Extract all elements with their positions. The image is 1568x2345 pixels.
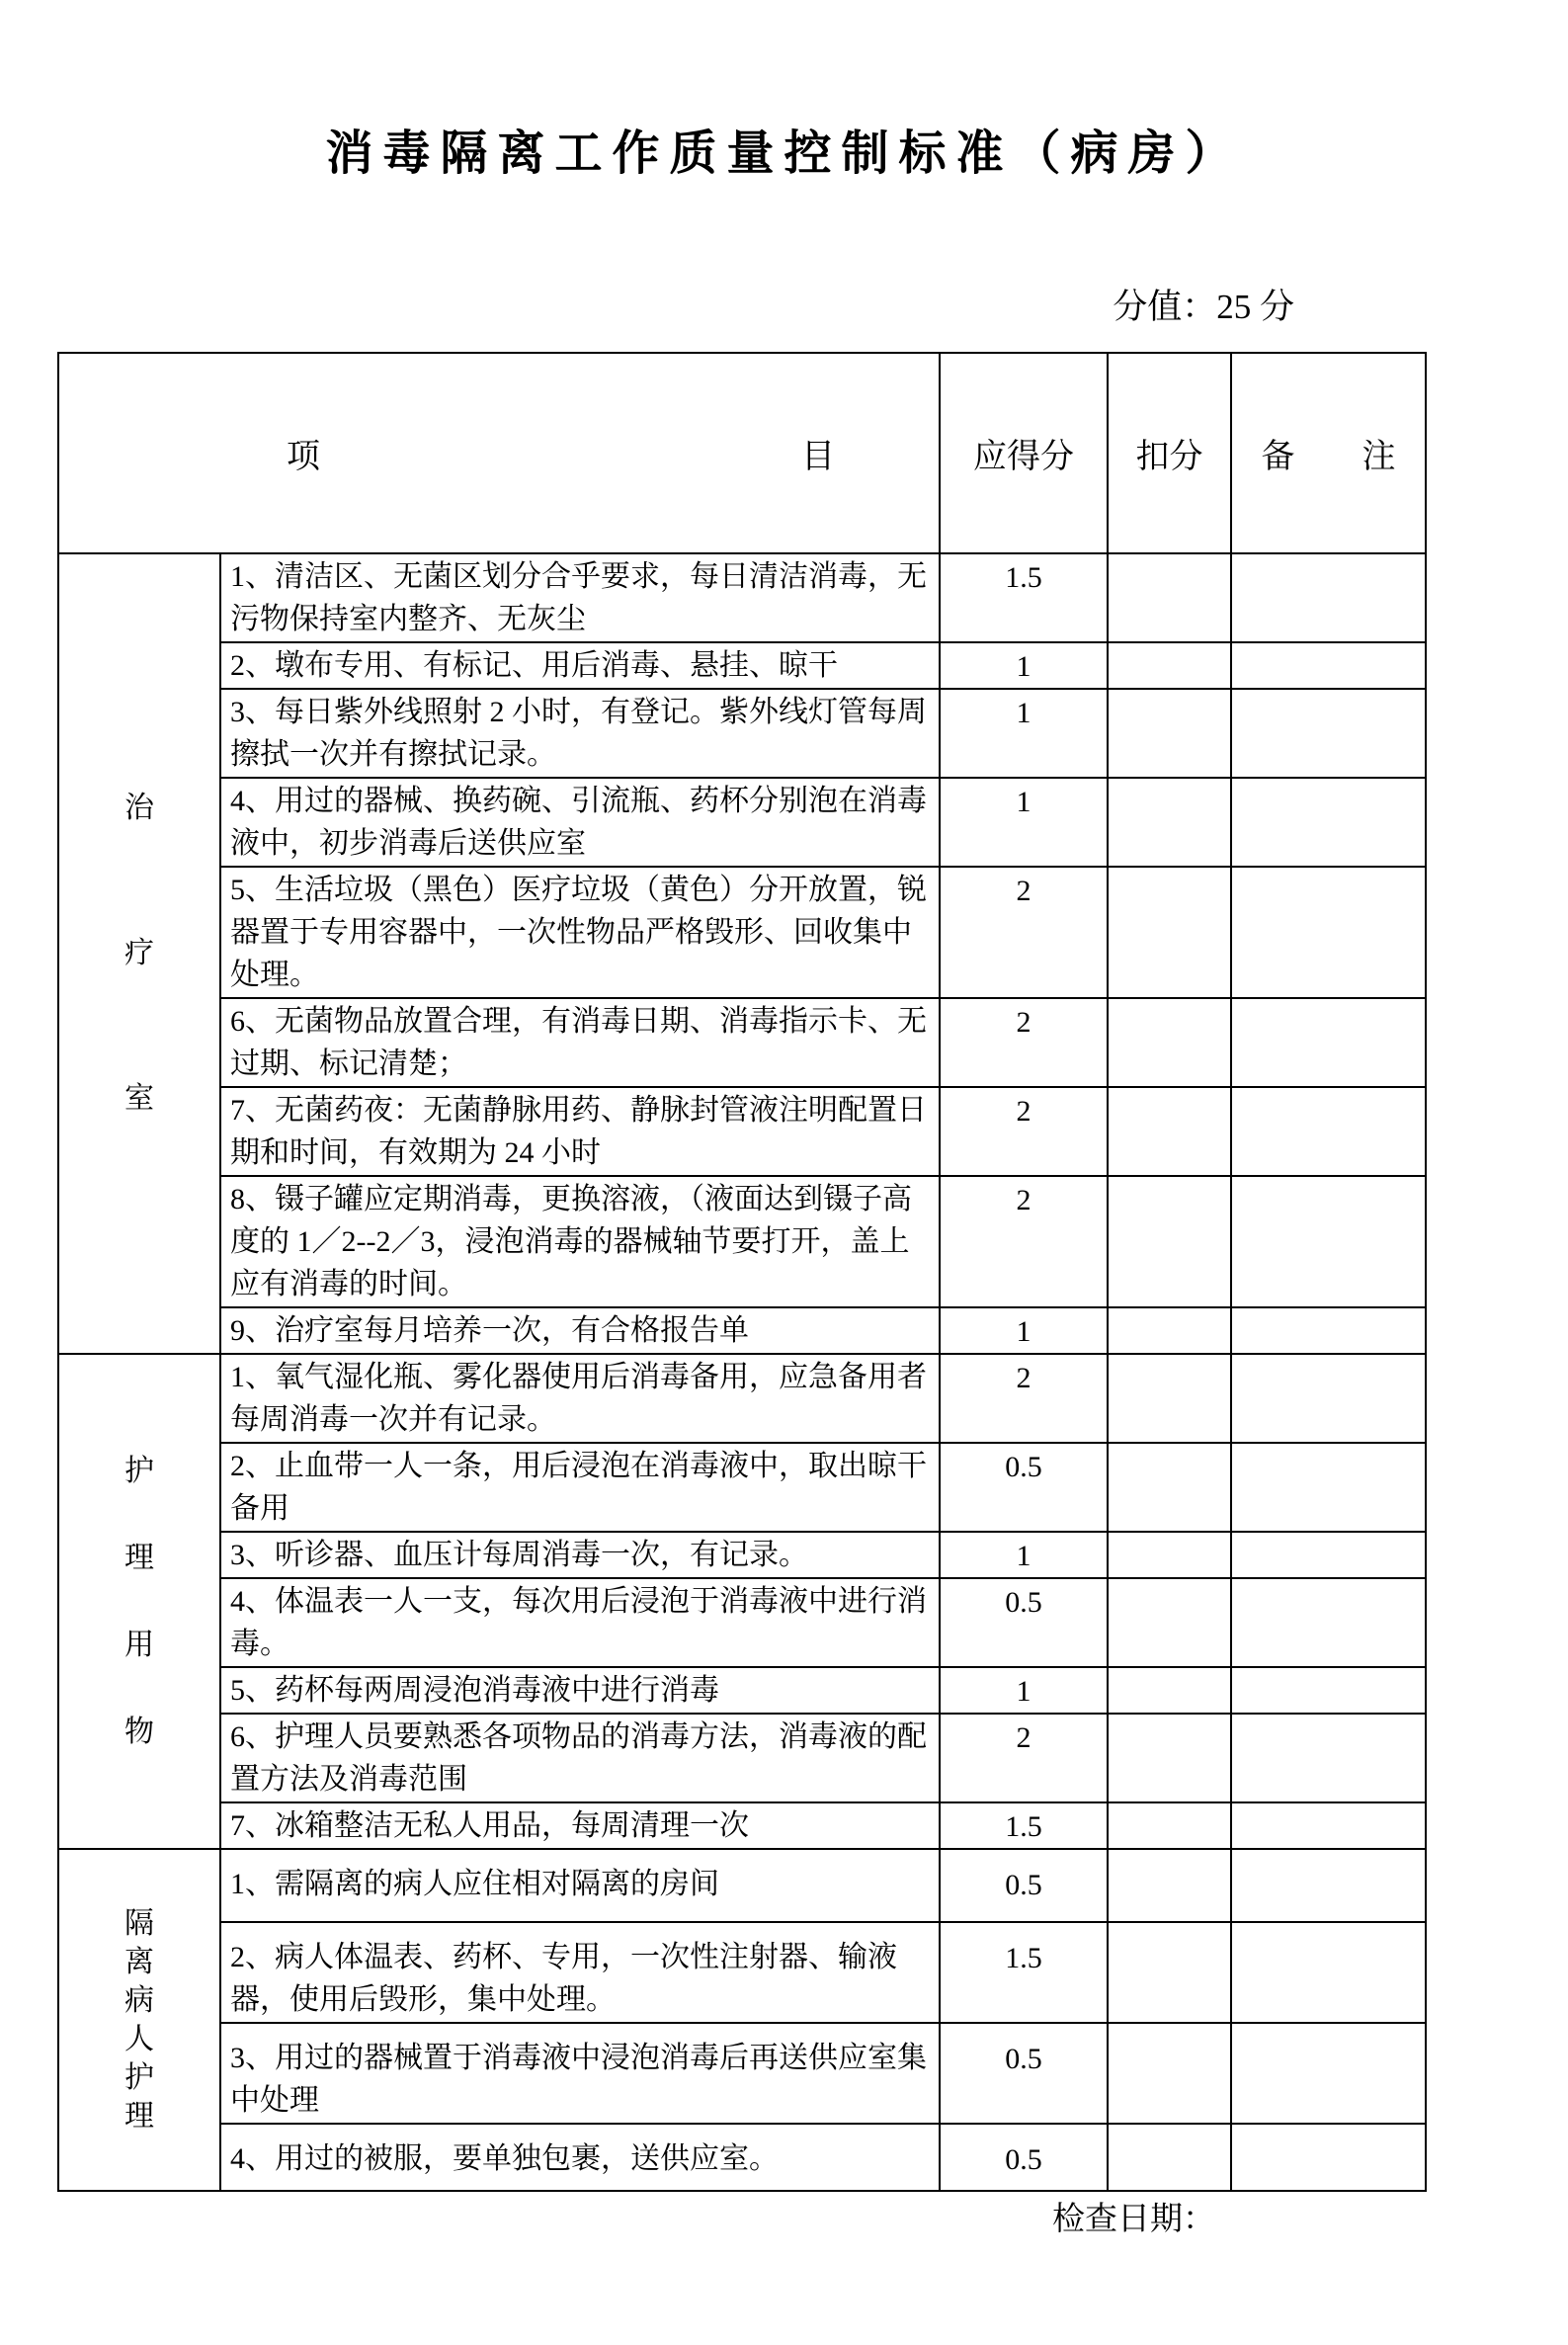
remark-cell xyxy=(1231,1922,1426,2023)
expected-score-cell: 1 xyxy=(940,778,1108,867)
remark-cell xyxy=(1231,1802,1426,1849)
remark-cell xyxy=(1231,1578,1426,1667)
item-text-cell: 8、镊子罐应定期消毒，更换溶液，（液面达到镊子高度的 1／2--2／3，浸泡消毒的器械轴节要打开，盖上应有消毒的时间。 xyxy=(220,1176,940,1307)
item-row xyxy=(58,1667,1426,1714)
item-row xyxy=(58,1176,1426,1307)
category-label: 隔 离 病 人 护 理 xyxy=(124,1906,154,2133)
item-text-cell: 6、无菌物品放置合理，有消毒日期、消毒指示卡、无过期、标记清楚； xyxy=(220,998,940,1087)
expected-score-cell: 0.5 xyxy=(940,1578,1108,1667)
deduction-cell xyxy=(1108,1176,1231,1307)
item-text-cell: 4、体温表一人一支，每次用后浸泡于消毒液中进行消毒。 xyxy=(220,1578,940,1667)
expected-score-cell: 1.5 xyxy=(940,1802,1108,1849)
expected-score-cell: 1 xyxy=(940,1532,1108,1578)
expected-score-cell: 1.5 xyxy=(940,1922,1108,2023)
item-row xyxy=(58,1578,1426,1667)
expected-score-cell: 0.5 xyxy=(940,1849,1108,1922)
remark-cell xyxy=(1231,1849,1426,1922)
item-text-cell: 3、每日紫外线照射 2 小时，有登记。紫外线灯管每周擦拭一次并有擦拭记录。 xyxy=(220,689,940,778)
expected-score-cell: 0.5 xyxy=(940,2023,1108,2124)
deduction-cell xyxy=(1108,1087,1231,1176)
item-row xyxy=(58,1307,1426,1354)
expected-score-cell: 2 xyxy=(940,1176,1108,1307)
col-header-item xyxy=(58,353,940,553)
category-label: 治 疗 室 xyxy=(124,792,154,1116)
deduction-cell xyxy=(1108,2124,1231,2191)
remark-cell xyxy=(1231,1307,1426,1354)
standards-table xyxy=(57,352,1427,2192)
remark-cell xyxy=(1231,867,1426,998)
category-cell xyxy=(58,553,220,1354)
item-text-cell: 2、病人体温表、药杯、专用，一次性注射器、输液器，使用后毁形，集中处理。 xyxy=(220,1922,940,2023)
item-row xyxy=(58,642,1426,689)
item-text-cell: 4、用过的被服，要单独包裹，送供应室。 xyxy=(220,2124,940,2191)
item-row xyxy=(58,1443,1426,1532)
item-row xyxy=(58,689,1426,778)
category-cell xyxy=(58,1354,220,1849)
remark-cell xyxy=(1231,2023,1426,2124)
col-header-item-right: 目 xyxy=(801,439,835,476)
item-row xyxy=(58,1922,1426,2023)
col-header-remark: 备 注 xyxy=(1231,353,1426,553)
deduction-cell xyxy=(1108,1354,1231,1443)
deduction-cell xyxy=(1108,642,1231,689)
item-text-cell: 1、氧气湿化瓶、雾化器使用后消毒备用，应急备用者每周消毒一次并有记录。 xyxy=(220,1354,940,1443)
deduction-cell xyxy=(1108,689,1231,778)
deduction-cell xyxy=(1108,1443,1231,1532)
item-text-cell: 4、用过的器械、换药碗、引流瓶、药杯分别泡在消毒液中，初步消毒后送供应室 xyxy=(220,778,940,867)
item-text-cell: 2、止血带一人一条，用后浸泡在消毒液中，取出晾干备用 xyxy=(220,1443,940,1532)
deduction-cell xyxy=(1108,867,1231,998)
item-row xyxy=(58,778,1426,867)
category-label: 护 理 用 物 xyxy=(124,1454,154,1748)
remark-cell xyxy=(1231,689,1426,778)
expected-score-cell: 1 xyxy=(940,642,1108,689)
expected-score-cell: 0.5 xyxy=(940,1443,1108,1532)
remark-cell xyxy=(1231,1532,1426,1578)
item-row xyxy=(58,1849,1426,1922)
expected-score-cell: 2 xyxy=(940,998,1108,1087)
item-text-cell: 3、用过的器械置于消毒液中浸泡消毒后再送供应室集中处理 xyxy=(220,2023,940,2124)
deduction-cell xyxy=(1108,1922,1231,2023)
item-row xyxy=(58,867,1426,998)
expected-score-cell: 2 xyxy=(940,867,1108,998)
inspection-date-label: 检查日期： xyxy=(1052,2202,1215,2238)
item-row xyxy=(58,1802,1426,1849)
expected-score-cell: 1 xyxy=(940,1307,1108,1354)
col-header-deduction: 扣分 xyxy=(1108,353,1231,553)
expected-score-cell: 1 xyxy=(940,1667,1108,1714)
remark-cell xyxy=(1231,778,1426,867)
remark-cell xyxy=(1231,1176,1426,1307)
deduction-cell xyxy=(1108,1802,1231,1849)
item-row xyxy=(58,998,1426,1087)
remark-cell xyxy=(1231,1443,1426,1532)
item-text-cell: 1、需隔离的病人应住相对隔离的房间 xyxy=(220,1849,940,1922)
item-text-cell: 9、治疗室每月培养一次，有合格报告单 xyxy=(220,1307,940,1354)
item-row xyxy=(58,2124,1426,2191)
deduction-cell xyxy=(1108,553,1231,642)
deduction-cell xyxy=(1108,1307,1231,1354)
item-text-cell: 6、护理人员要熟悉各项物品的消毒方法，消毒液的配置方法及消毒范围 xyxy=(220,1714,940,1802)
remark-cell xyxy=(1231,2124,1426,2191)
remark-cell xyxy=(1231,1087,1426,1176)
item-text-cell: 1、清洁区、无菌区划分合乎要求，每日清洁消毒，无污物保持室内整齐、无灰尘 xyxy=(220,553,940,642)
item-text-cell: 7、冰箱整洁无私人用品，每周清理一次 xyxy=(220,1802,940,1849)
document-page xyxy=(0,126,1568,2345)
deduction-cell xyxy=(1108,1578,1231,1667)
deduction-cell xyxy=(1108,1714,1231,1802)
page-title: 消毒隔离工作质量控制标准（病房） xyxy=(325,127,1243,180)
deduction-cell xyxy=(1108,2023,1231,2124)
item-row xyxy=(58,1087,1426,1176)
item-text-cell: 7、无菌药夜：无菌静脉用药、静脉封管液注明配置日期和时间，有效期为 24 小时 xyxy=(220,1087,940,1176)
item-row xyxy=(58,2023,1426,2124)
expected-score-cell: 2 xyxy=(940,1087,1108,1176)
remark-cell xyxy=(1231,553,1426,642)
item-text-cell: 2、墩布专用、有标记、用后消毒、悬挂、晾干 xyxy=(220,642,940,689)
item-text-cell: 3、听诊器、血压计每周消毒一次，有记录。 xyxy=(220,1532,940,1578)
expected-score-cell: 0.5 xyxy=(940,2124,1108,2191)
item-row xyxy=(58,553,1426,642)
remark-cell xyxy=(1231,998,1426,1087)
deduction-cell xyxy=(1108,998,1231,1087)
item-row xyxy=(58,1532,1426,1578)
remark-cell xyxy=(1231,1667,1426,1714)
expected-score-cell: 2 xyxy=(940,1354,1108,1443)
expected-score-cell: 1 xyxy=(940,689,1108,778)
remark-cell xyxy=(1231,1354,1426,1443)
remark-cell xyxy=(1231,642,1426,689)
deduction-cell xyxy=(1108,1849,1231,1922)
item-row xyxy=(58,1714,1426,1802)
deduction-cell xyxy=(1108,1532,1231,1578)
category-cell xyxy=(58,1849,220,2191)
expected-score-cell: 1.5 xyxy=(940,553,1108,642)
item-text-cell: 5、药杯每两周浸泡消毒液中进行消毒 xyxy=(220,1667,940,1714)
remark-cell xyxy=(1231,1714,1426,1802)
col-header-expected-score: 应得分 xyxy=(940,353,1108,553)
item-row xyxy=(58,1354,1426,1443)
expected-score-cell: 2 xyxy=(940,1714,1108,1802)
item-text-cell: 5、生活垃圾（黑色）医疗垃圾（黄色）分开放置，锐器置于专用容器中，一次性物品严格毁形、回收集中处理。 xyxy=(220,867,940,998)
col-header-item-left: 项 xyxy=(287,439,320,476)
deduction-cell xyxy=(1108,1667,1231,1714)
deduction-cell xyxy=(1108,778,1231,867)
total-score-note: 分值：25 分 xyxy=(1113,288,1294,327)
header-row xyxy=(58,353,1426,553)
